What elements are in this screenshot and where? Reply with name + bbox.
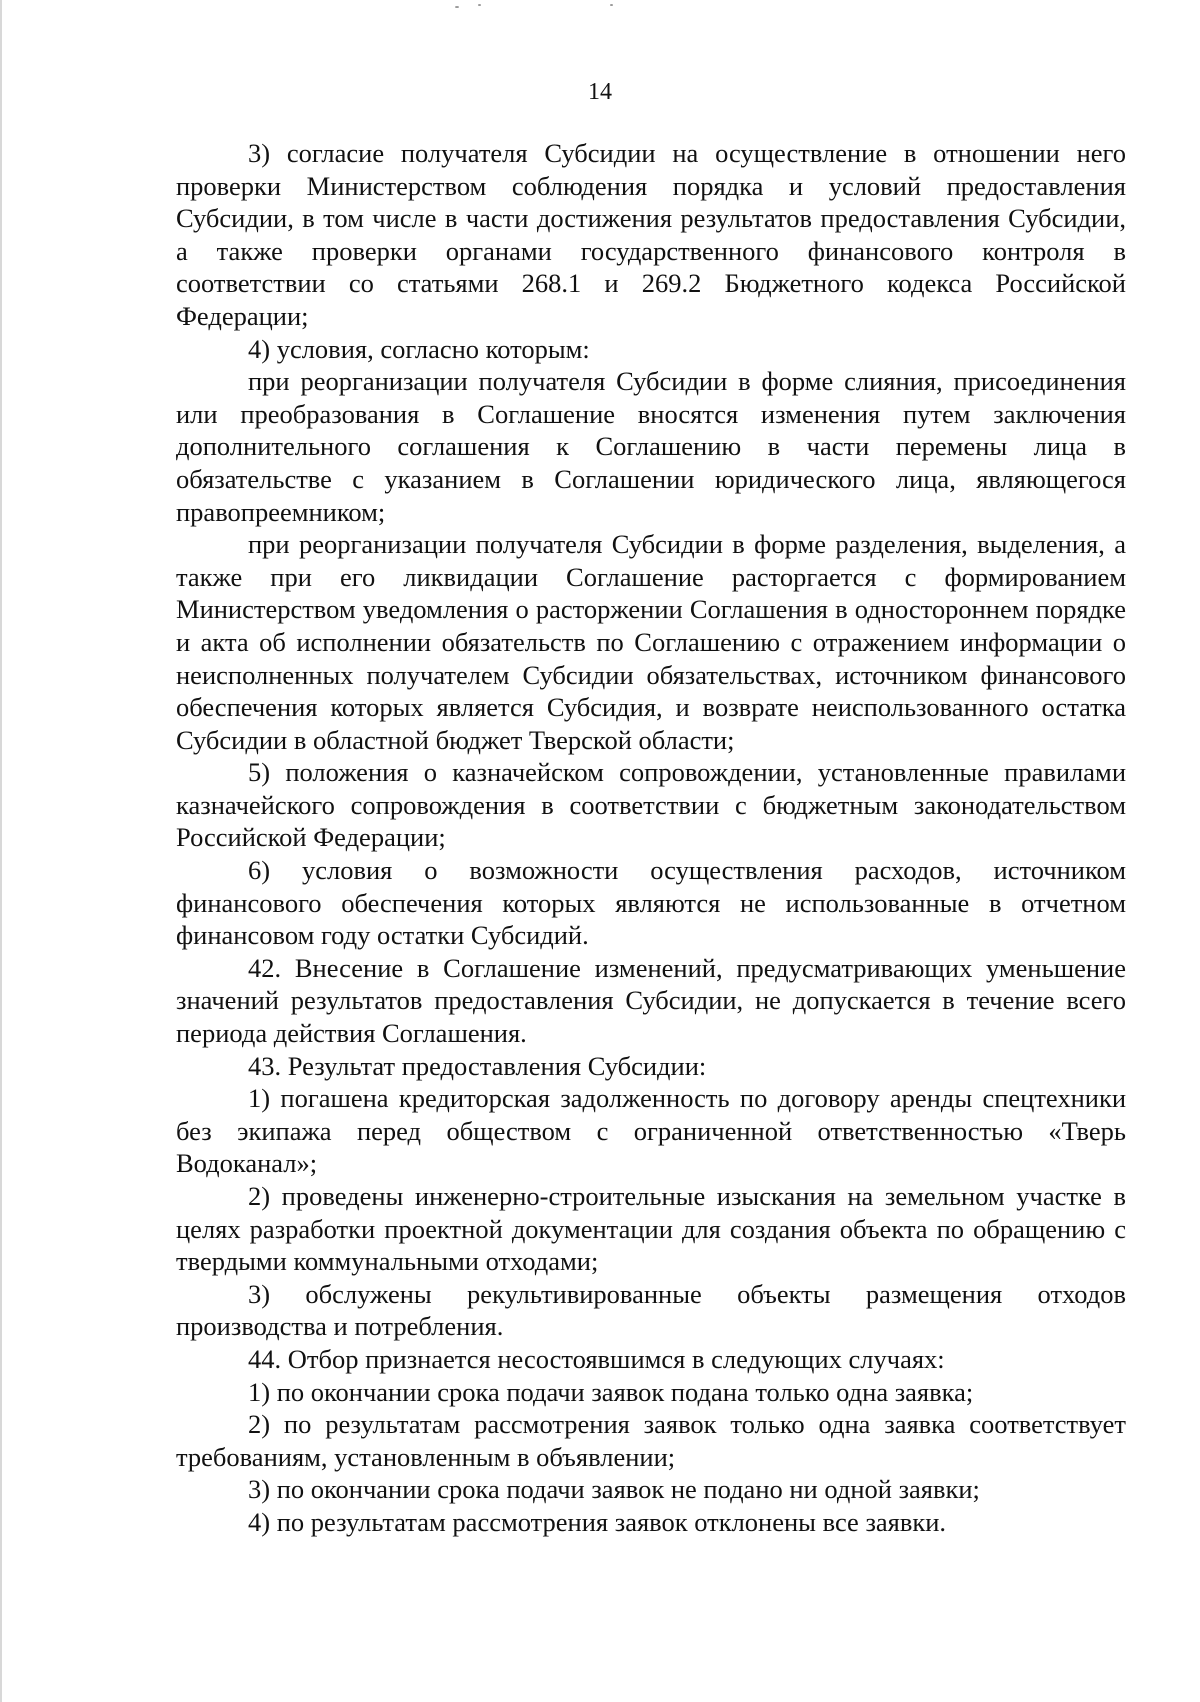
paragraph: 43. Результат предоставления Субсидии: [248,1050,707,1081]
document-body [176,137,1126,1539]
paragraph: 3) по окончании срока подачи заявок не подано ни одной заявки; [248,1474,980,1505]
paragraph: 5) положения о казначейском сопровождении, установленные правилами казначейского сопровождения в соответствии с бюджетным законодательством Российской Федерации; [176,757,1126,853]
paragraph: 1) по окончании срока подачи заявок подана только одна заявка; [248,1376,974,1407]
paragraph: 2) проведены инженерно-строительные изыскания на земельном участке в целях разработки проектной документации для создания объекта по обращению с твердыми коммунальными отходами; [176,1181,1126,1277]
paragraph: 6) условия о возможности осуществления расходов, источником финансового обеспечения которых являются не использованные в отчетном финансовом году остатки Субсидий. [176,855,1126,951]
paragraph: 4) по результатам рассмотрения заявок отклонены все заявки. [248,1506,947,1537]
paragraph: при реорганизации получателя Субсидии в форме слияния, присоединения или преобразования в Соглашение вносятся изменения путем заключения дополнительного соглашения к Соглашению в части перемены лица в обязательстве с указанием в Соглашении юридического лица, являющегося правопреемником; [176,366,1126,527]
page-number: 14 [588,79,612,105]
paragraph: 2) по результатам рассмотрения заявок только одна заявка соответствует требованиям, установленным в объявлении; [176,1409,1126,1472]
paragraph: 42. Внесение в Соглашение изменений, предусматривающих уменьшение значений результатов предоставления Субсидии, не допускается в течение всего периода действия Соглашения. [176,952,1126,1049]
paragraph: при реорганизации получателя Субсидии в форме разделения, выделения, а также при его ликвидации Соглашение расторгается с формированием Министерством уведомления о расторжении Соглашения в одностороннем порядке и акта об исполнении обязательств по Соглашению с отражением информации о неисполненных получателем Субсидии обязательствах, источником финансового обеспечения которых является Субсидия, и возврате неиспользованного остатка Субсидии в областной бюджет Тверской области; [176,529,1126,755]
paragraph: 3) согласие получателя Субсидии на осуществление в отношении него проверки Министерством соблюдения порядка и условий предоставления Субсидии, в том числе в части достижения результатов предоставления Субсидии, а также проверки органами государственного финансового контроля в соответствии со статьями 268.1 и 269.2 Бюджетного кодекса Российской Федерации; [176,138,1126,331]
scan-speck [478,4,481,6]
paragraph: 4) условия, согласно которым: [248,333,590,364]
scan-edge [0,0,2,1702]
paragraph: 3) обслужены рекультивированные объекты размещения отходов производства и потребления. [176,1278,1126,1342]
paragraph: 44. Отбор признается несостоявшимся в следующих случаях: [248,1343,945,1374]
scan-speck [610,4,613,6]
paragraph: 1) погашена кредиторская задолженность по договору аренды спецтехники без экипажа перед обществом с ограниченной ответственностью «Тверь Водоканал»; [176,1083,1126,1179]
scan-speck [455,6,459,8]
